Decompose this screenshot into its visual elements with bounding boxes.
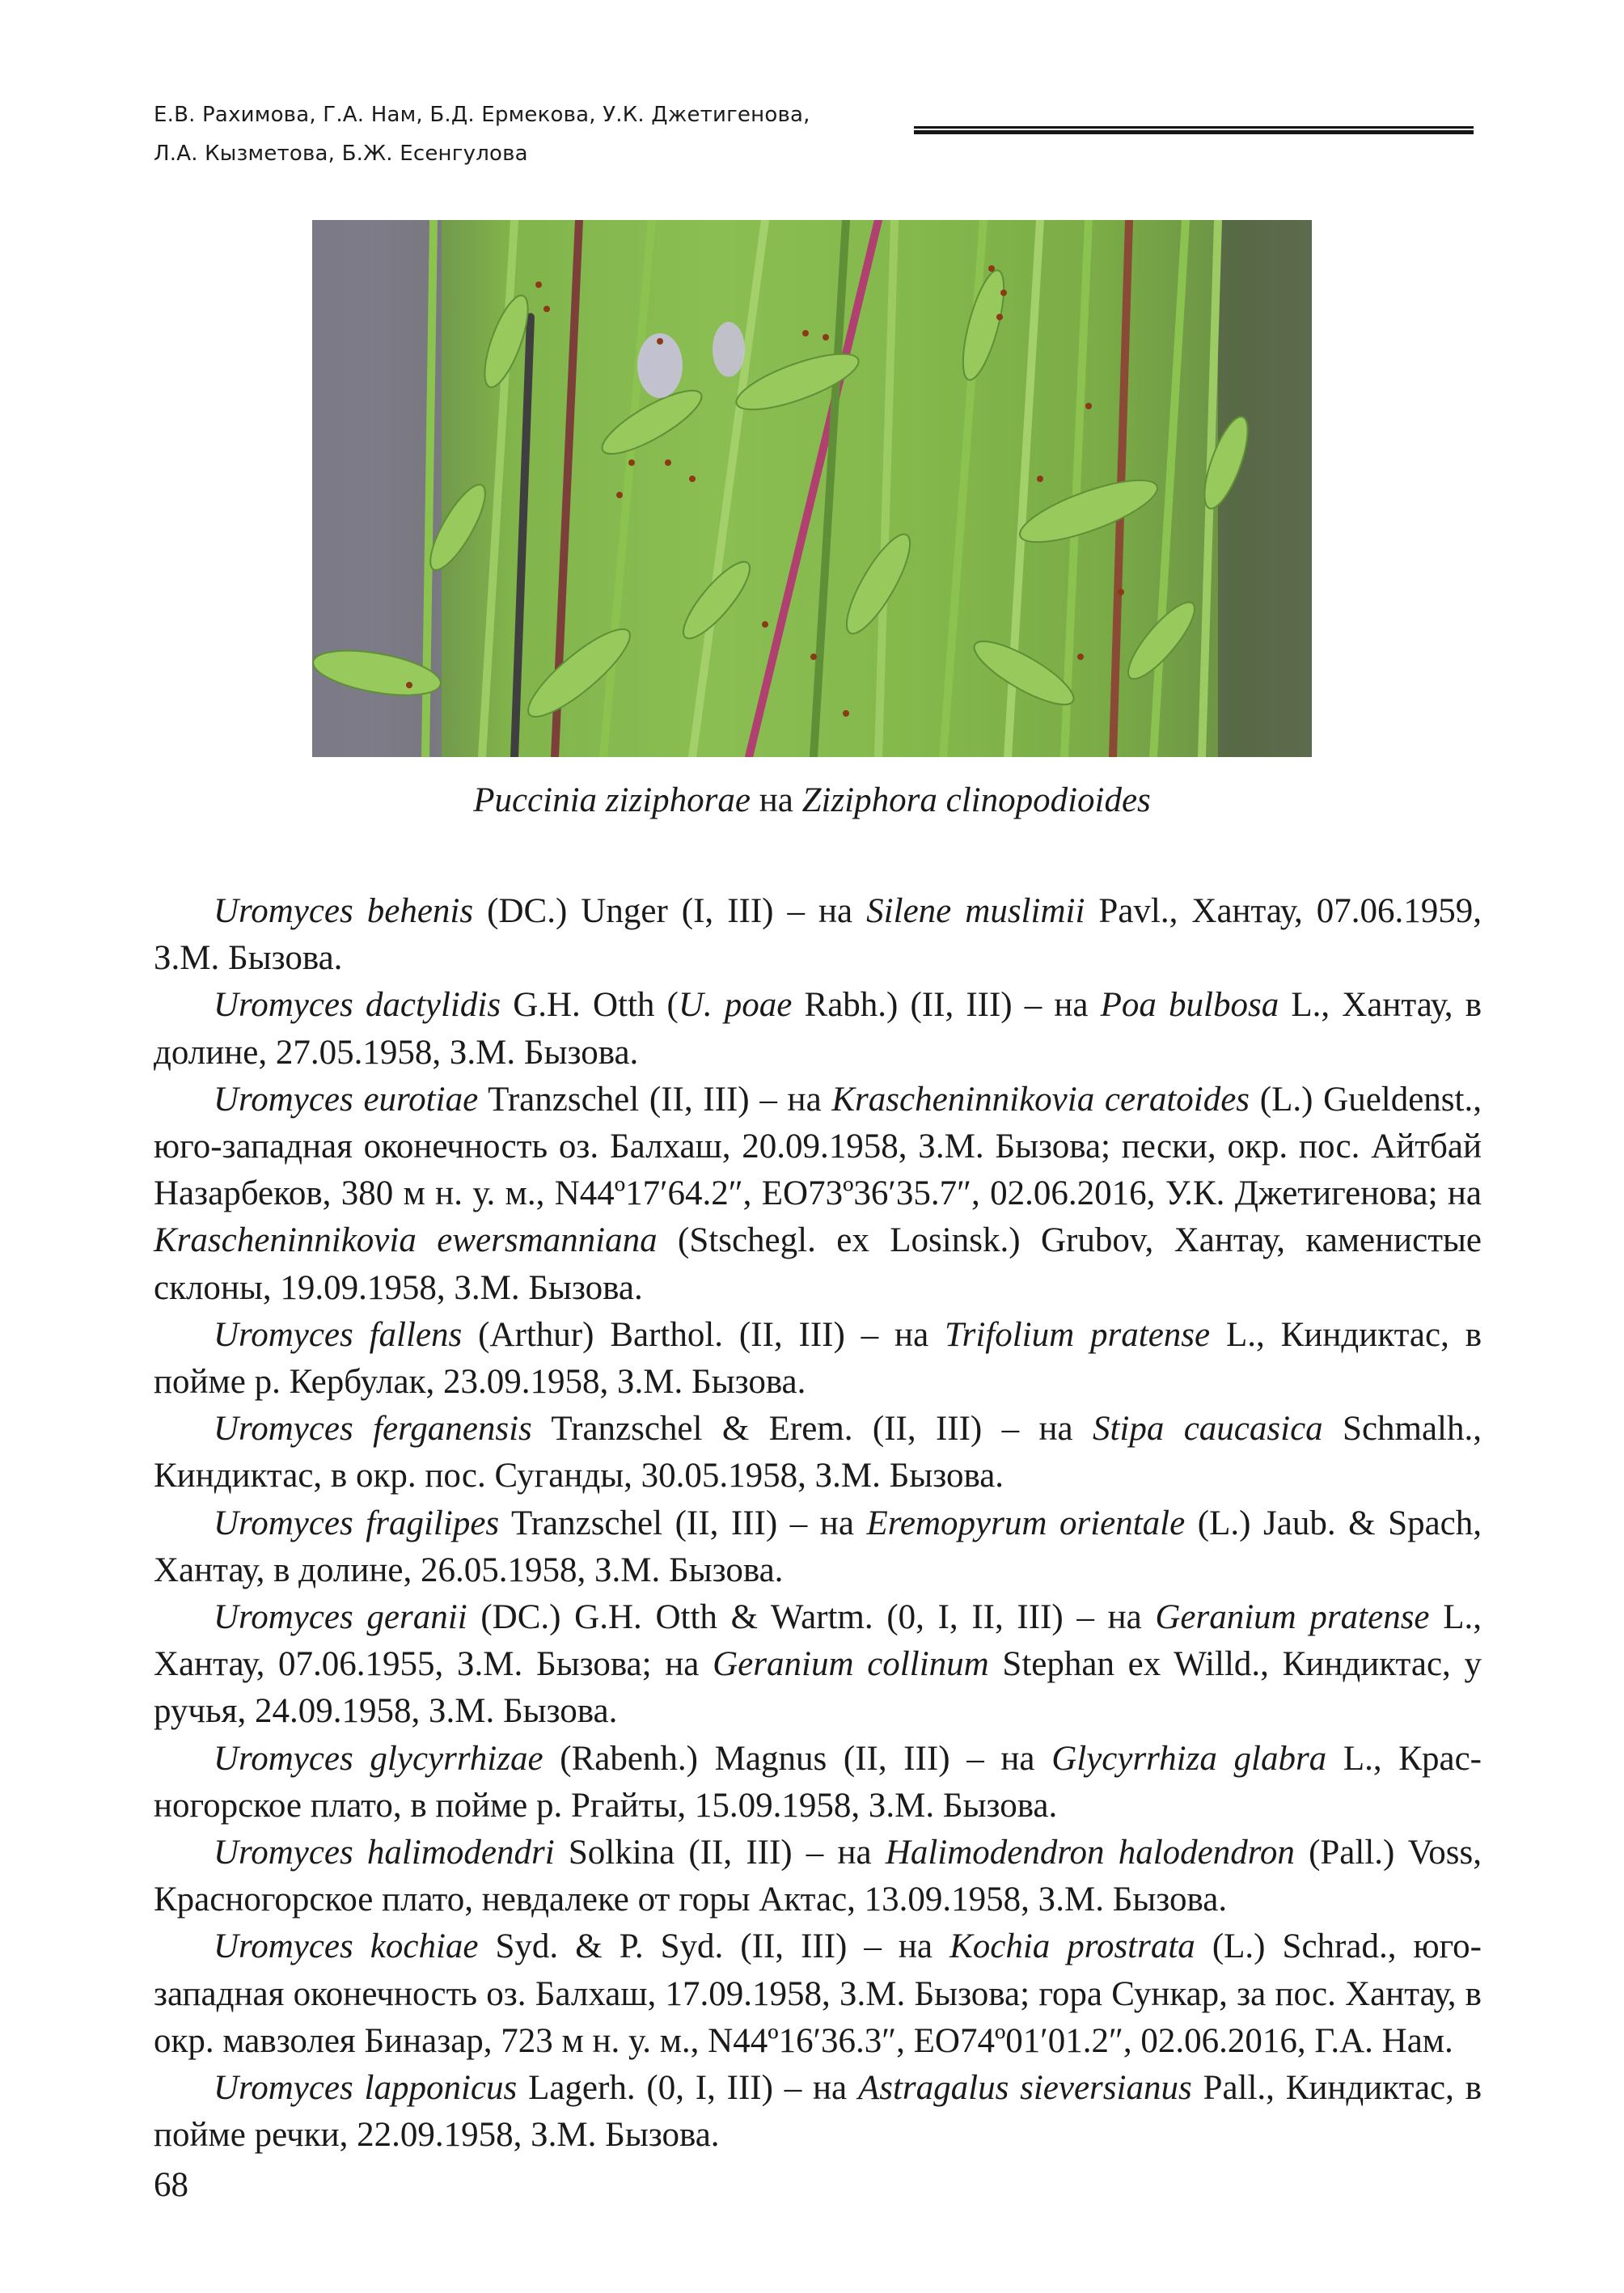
species-entry	[154, 1077, 1482, 1312]
rust-spot	[823, 334, 829, 341]
rust-spot	[1085, 403, 1092, 409]
species-entry	[154, 888, 1482, 982]
text-run: (L.) Jaub. & Spach, Хантау, в долине, 26.05.1958, З.М. Бызова.	[154, 1504, 1482, 1589]
taxon-name: Kochia prostrata	[949, 1927, 1195, 1966]
species-entry	[154, 1406, 1482, 1500]
text-run: L., Красногорское плато, в пойме р. Ргайты, 15.09.1958, З.М. Бызова.	[154, 1739, 1482, 1825]
taxon-name: Geranium collinum	[713, 1645, 989, 1684]
authors-line-2: Л.А. Кызметова, Б.Ж. Есенгулова	[154, 142, 528, 166]
species-entry	[154, 1594, 1482, 1736]
taxon-name: Ziziphora clinopodioides	[801, 781, 1151, 819]
text-run: (Arthur) Barthol. (II, III) – на	[462, 1315, 945, 1354]
taxon-name: Silene muslimii	[866, 892, 1085, 930]
species-entry	[154, 1312, 1482, 1406]
taxon-name: Uromyces fragilipes	[214, 1504, 500, 1542]
rust-spot	[406, 682, 412, 688]
text-run: Solkina (II, III) – на	[554, 1834, 886, 1872]
text-run: Rabh.) (II, III) – на	[792, 986, 1101, 1025]
text-run: Pall., Киндиктас, в пойме речки, 22.09.1958, З.М. Бызова.	[154, 2069, 1482, 2155]
text-run: L., Хантау, 07.06.1955, З.М. Бызова; на	[154, 1598, 1482, 1684]
taxon-name: Krascheninnikovia ewersmanniana	[154, 1221, 658, 1260]
rust-spot	[535, 281, 542, 288]
species-entry	[154, 1923, 1482, 2065]
rust-spot	[665, 459, 671, 466]
taxon-name: Uromyces dactylidis	[214, 986, 501, 1025]
text-run: (Pall.) Voss, Красногорское плато, невдалеке от горы Актас, 13.09.1958, З.М. Бызова.	[154, 1834, 1482, 1919]
figure-photo	[312, 220, 1312, 757]
text-run: (L.) Schrad., юго-западная оконечность оз. Балхаш, 17.09.1958, З.М. Бызова; гора Сункар, за пос. Хантау, в окр. мавзолея Биназар, 723 м н. у. м., N44º16′36.3″, EO74º01′01.2″, 02.06.2016, Г.А. Нам.	[154, 1927, 1482, 2060]
page-number: 68	[154, 2166, 188, 2204]
species-list	[154, 888, 1482, 2159]
rust-spot	[988, 265, 995, 272]
taxon-name: Stipa caucasica	[1092, 1410, 1323, 1449]
taxon-name: Halimodendron halodendron	[885, 1834, 1295, 1872]
rust-spot	[1037, 476, 1043, 482]
text-run: Schmalh., Киндиктас, в окр. пос. Суганды, 30.05.1958, З.М. Бызова.	[154, 1410, 1482, 1496]
authors-line-1: Е.В. Рахимова, Г.А. Нам, Б.Д. Ермекова, У.К. Джетигенова,	[154, 103, 810, 127]
text-run: на	[750, 781, 802, 819]
text-run: L., Киндиктас, в пойме р. Кербулак, 23.09.1958, З.М. Бызова.	[154, 1315, 1482, 1402]
rust-spot	[657, 338, 663, 345]
text-run: Tranzschel (II, III) – на	[499, 1504, 867, 1542]
rust-spot	[628, 459, 635, 466]
text-run: (L.) Gueldenst., юго-западная оконечность оз. Балхаш, 20.09.1958, З.М. Бызова; пески, окр. пос. Айтбай Назарбеков, 380 м н. у. м., N44º17′64.2″, EO73º36′35.7″, 02.06.2016, У.К. Джетигенова; на	[154, 1080, 1482, 1213]
running-header-authors	[154, 95, 898, 173]
taxon-name: Poa bulbosa	[1100, 986, 1279, 1025]
taxon-name: Trifolium pratense	[945, 1315, 1211, 1354]
taxon-name: Uromyces halimodendri	[214, 1834, 555, 1872]
rust-spot	[843, 710, 849, 717]
taxon-name: Uromyces eurotiae	[214, 1080, 479, 1119]
taxon-name: Uromyces glycyrrhizae	[214, 1739, 543, 1778]
rust-spot	[810, 654, 817, 660]
taxon-name: Glycyrrhiza glabra	[1051, 1739, 1327, 1778]
species-entry	[154, 2065, 1482, 2159]
text-run: Syd. & P. Syd. (II, III) – на	[478, 1927, 950, 1966]
taxon-name: Eremopyrum orientale	[866, 1504, 1186, 1542]
text-run: (Stschegl. ex Losinsk.) Grubov, Хантау, каменистые склоны, 19.09.1958, З.М. Бызова.	[154, 1221, 1482, 1307]
flower	[713, 322, 745, 377]
figure-caption	[0, 778, 1624, 823]
rust-spot	[1077, 654, 1084, 660]
taxon-name: Uromyces ferganensis	[214, 1410, 532, 1449]
species-entry	[154, 1500, 1482, 1594]
text-run: (DC.) G.H. Otth & Wartm. (0, I, II, III) – на	[467, 1598, 1156, 1637]
taxon-name: Uromyces fallens	[214, 1315, 463, 1354]
rust-spot	[1000, 290, 1007, 296]
taxon-name: Uromyces geranii	[214, 1598, 467, 1637]
taxon-name: Astragalus sieversianus	[857, 2069, 1192, 2108]
taxon-name: Krascheninnikovia ceratoides	[831, 1080, 1250, 1119]
taxon-name: U. poae	[678, 986, 793, 1025]
rust-spot	[689, 476, 696, 482]
header-rule-thin	[914, 126, 1474, 129]
taxon-name: Geranium pratense	[1155, 1598, 1430, 1637]
rust-spot	[996, 314, 1003, 320]
plant-photo	[312, 220, 1312, 757]
species-entry	[154, 1736, 1482, 1830]
rust-spot	[762, 621, 768, 628]
rust-spot	[802, 330, 809, 336]
header-rule-thick	[914, 130, 1474, 134]
text-run: Lagerh. (0, I, III) – на	[517, 2069, 858, 2108]
text-run: G.H. Otth (	[501, 986, 679, 1025]
background-blur	[1218, 220, 1312, 757]
text-run: Tranzschel & Erem. (II, III) – на	[531, 1410, 1093, 1449]
taxon-name: Uromyces behenis	[214, 892, 474, 930]
text-run: Tranzschel (II, III) – на	[478, 1080, 832, 1119]
taxon-name: Uromyces kochiae	[214, 1927, 479, 1966]
taxon-name: Puccinia ziziphorae	[473, 781, 751, 819]
text-run: Pavl., Хантау, 07.06.1959, З.М. Бызова.	[154, 892, 1482, 978]
rust-spot	[543, 306, 550, 312]
text-run: Stephan ex Willd., Киндиктас, у ручья, 24.09.1958, З.М. Бызова.	[154, 1645, 1482, 1731]
species-entry	[154, 982, 1482, 1076]
rust-spot	[1118, 589, 1124, 595]
text-run: L., Хантау, в долине, 27.05.1958, З.М. Бызова.	[154, 986, 1482, 1072]
species-entry	[154, 1830, 1482, 1923]
text-run: (Rabenh.) Magnus (II, III) – на	[543, 1739, 1052, 1778]
taxon-name: Uromyces lapponicus	[214, 2069, 518, 2108]
rust-spot	[616, 492, 623, 498]
text-run: (DC.) Unger (I, III) – на	[473, 892, 867, 930]
